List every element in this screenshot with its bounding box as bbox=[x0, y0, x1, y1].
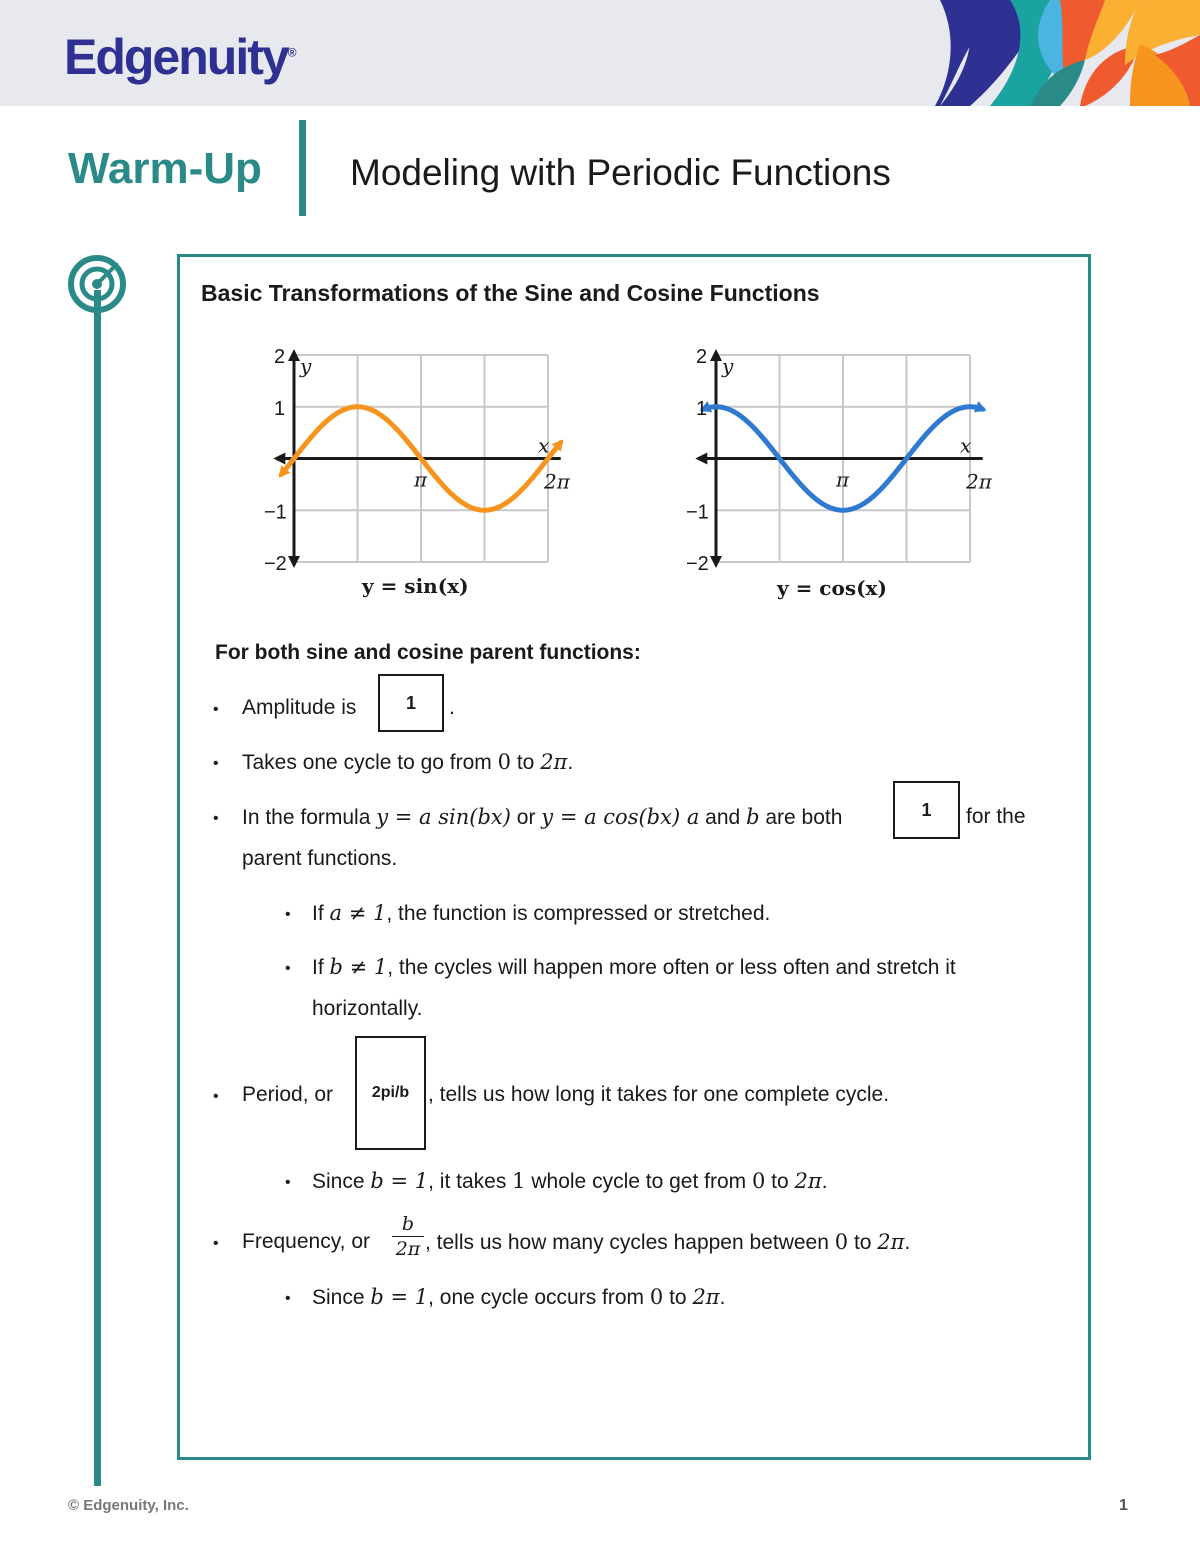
amplitude-text: Amplitude is bbox=[242, 696, 357, 719]
sub-a-text bbox=[312, 901, 770, 926]
amplitude-answer-box[interactable]: 1 bbox=[378, 674, 444, 732]
target-icon bbox=[68, 255, 128, 315]
y-tick-label: −2 bbox=[686, 553, 709, 575]
cycle-to: to bbox=[511, 751, 541, 774]
y-tick-label: −2 bbox=[264, 553, 287, 575]
title-divider bbox=[299, 120, 306, 216]
frequency-fraction bbox=[392, 1213, 424, 1260]
sub-a-prefix: If bbox=[312, 902, 330, 925]
cycle-prefix: Takes one cycle to go from bbox=[242, 751, 498, 774]
formula-eq1: y = a sin(bx) bbox=[376, 805, 511, 829]
cycle-end: . bbox=[567, 751, 574, 774]
x-tick-label: 2π bbox=[544, 469, 570, 494]
frequency-sub-cond: b = 1 bbox=[370, 1285, 429, 1309]
sub-a-cond: a ≠ 1 bbox=[329, 901, 387, 925]
formula-b: b bbox=[746, 805, 760, 829]
cycle-zero: 0 bbox=[497, 750, 511, 774]
frequency-sub-two-pi: 2π bbox=[692, 1285, 720, 1309]
sine-caption: y = sin(x) bbox=[362, 574, 469, 598]
period-answer-box[interactable]: 2pi/b bbox=[355, 1036, 426, 1150]
frequency-zero: 0 bbox=[834, 1230, 849, 1254]
warm-up-label: Warm-Up bbox=[68, 144, 262, 193]
formula-answer-box[interactable]: 1 bbox=[893, 781, 960, 839]
frequency-sub-prefix: Since bbox=[312, 1286, 371, 1309]
bullet: • bbox=[213, 701, 219, 718]
frequency-sub-zero: 0 bbox=[649, 1285, 664, 1309]
formula-and: and bbox=[699, 806, 747, 829]
bullet: • bbox=[285, 960, 291, 977]
period-sub-two-pi: 2π bbox=[794, 1169, 822, 1193]
frequency-end: . bbox=[904, 1231, 911, 1254]
sine-graph bbox=[260, 345, 580, 575]
timeline-bar bbox=[94, 290, 101, 1486]
frequency-text bbox=[425, 1230, 910, 1255]
period-sub-cond: b = 1 bbox=[370, 1169, 429, 1193]
intro-text: For both sine and cosine parent functions: bbox=[215, 641, 641, 664]
y-tick-label: 2 bbox=[696, 346, 708, 368]
frequency-two-pi: 2π bbox=[877, 1230, 905, 1254]
bullet: • bbox=[285, 1290, 291, 1307]
frequency-denominator: 2π bbox=[395, 1238, 421, 1260]
x-tick-label: π bbox=[836, 467, 850, 492]
x-axis-label: x bbox=[960, 433, 972, 458]
period-sub-one: 1 bbox=[512, 1169, 526, 1193]
cycle-two-pi: 2π bbox=[540, 750, 568, 774]
sub-b-rest: , the cycles will happen more often or less often and stretch it bbox=[387, 956, 956, 979]
formula-or: or bbox=[510, 806, 542, 829]
sub-b-prefix: If bbox=[312, 956, 330, 979]
cycle-text bbox=[242, 750, 573, 775]
period-sub-prefix: Since bbox=[312, 1170, 371, 1193]
page-title: Modeling with Periodic Functions bbox=[350, 152, 891, 193]
logo-text: Edgenuity bbox=[64, 29, 288, 85]
card-heading: Basic Transformations of the Sine and Cosine Functions bbox=[201, 280, 820, 306]
bullet: • bbox=[213, 1088, 219, 1105]
sub-b-text bbox=[312, 955, 956, 980]
frequency-to: to bbox=[848, 1231, 878, 1254]
sub-b-line2: horizontally. bbox=[312, 997, 423, 1020]
bullet: • bbox=[285, 1174, 291, 1191]
bullet: • bbox=[213, 1235, 219, 1252]
frequency-prefix: Frequency, or bbox=[242, 1230, 370, 1253]
y-axis-label: y bbox=[300, 354, 312, 378]
bullet: • bbox=[213, 755, 219, 772]
cosine-caption: y = cos(x) bbox=[777, 576, 887, 600]
y-tick-label: 1 bbox=[696, 397, 708, 420]
formula-text bbox=[242, 805, 842, 830]
y-tick-label: −1 bbox=[686, 501, 709, 524]
period-text: , tells us how long it takes for one complete cycle. bbox=[428, 1083, 890, 1106]
formula-eq2: y = a cos(bx) bbox=[541, 805, 681, 829]
period-sub-zero: 0 bbox=[751, 1169, 766, 1193]
period-sub-rest: whole cycle to get from bbox=[525, 1170, 752, 1193]
sub-a-rest: , the function is compressed or stretched. bbox=[386, 902, 771, 925]
bullet: • bbox=[213, 810, 219, 827]
y-tick-label: 2 bbox=[274, 346, 286, 368]
frequency-rest: , tells us how many cycles happen between bbox=[425, 1231, 835, 1254]
frequency-sub-end: . bbox=[719, 1286, 726, 1309]
formula-for-the: for the bbox=[966, 805, 1026, 828]
fraction-bar bbox=[392, 1236, 424, 1237]
frequency-numerator: b bbox=[401, 1213, 415, 1235]
amplitude-suffix: . bbox=[449, 696, 455, 719]
period-sub-mid: , it takes bbox=[428, 1170, 513, 1193]
logo-mark: ® bbox=[287, 45, 297, 60]
formula-prefix: In the formula bbox=[242, 806, 377, 829]
frequency-sub-text bbox=[312, 1285, 725, 1310]
y-tick-label: 1 bbox=[274, 397, 286, 420]
formula-are-both: are both bbox=[759, 806, 843, 829]
x-tick-label: π bbox=[414, 467, 428, 492]
period-prefix: Period, or bbox=[242, 1083, 334, 1106]
y-tick-label: −1 bbox=[264, 501, 287, 524]
page-number: 1 bbox=[1119, 1497, 1128, 1514]
cosine-graph bbox=[682, 345, 1002, 575]
y-axis-label: y bbox=[722, 354, 734, 378]
x-tick-label: 2π bbox=[966, 469, 992, 494]
copyright: © Edgenuity, Inc. bbox=[68, 1497, 189, 1514]
x-axis-arrow bbox=[273, 453, 285, 465]
edgenuity-logo bbox=[64, 29, 297, 85]
x-axis-label: x bbox=[538, 433, 550, 458]
sub-b-cond: b ≠ 1 bbox=[329, 955, 388, 979]
header-decoration bbox=[900, 0, 1200, 106]
period-sub-to: to bbox=[765, 1170, 795, 1193]
bullet: • bbox=[285, 906, 291, 923]
period-sub-text bbox=[312, 1169, 828, 1194]
frequency-sub-to: to bbox=[663, 1286, 693, 1309]
frequency-sub-rest: , one cycle occurs from bbox=[428, 1286, 650, 1309]
x-axis-arrow bbox=[695, 453, 707, 465]
period-sub-end: . bbox=[821, 1170, 828, 1193]
formula-line2: parent functions. bbox=[242, 847, 398, 870]
formula-a: a bbox=[680, 805, 700, 829]
